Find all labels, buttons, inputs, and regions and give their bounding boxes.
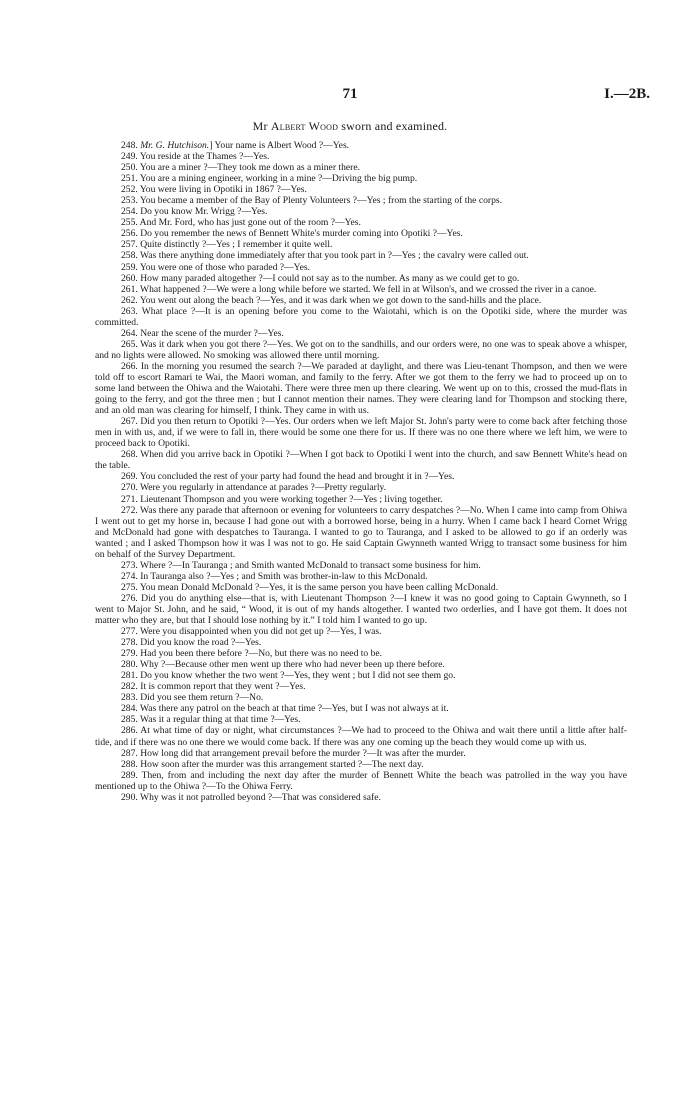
testimony-paragraph: 266. In the morning you resumed the search ?—We paraded at daylight, and there was Lieu-tenant Thompson, and then we were told off to escort Ramari te Wai, the Maori woman, and family to the ferry. After we got them to the ferry we had to proceed up on to some land between the Ohiwa and the Waiotahi. There were three men up there clearing. We went up on to this, crossed the mud-flats in going to the ferry, and got the three men ; but I cannot mention their names. They were clearing land for Thompson and stocking there, and an old man was clearing for himself, I think. They came in with us. [95, 360, 627, 417]
testimony-paragraph: 281. Do you know whether the two went ?—Yes, they went ; but I did not see them go. [121, 670, 456, 682]
testimony-paragraph: 283. Did you see them return ?—No. [121, 692, 264, 704]
testimony-paragraph: 249. You reside at the Thames ?—Yes. [121, 151, 270, 163]
testimony-paragraph: 273. Where ?—In Tauranga ; and Smith wanted McDonald to transact some business for him. [121, 559, 481, 571]
testimony-paragraph: 251. You are a mining engineer, working in a mine ?—Driving the big pump. [121, 173, 418, 185]
testimony-paragraph: 256. Do you remember the news of Bennett White's murder coming into Opotiki ?—Yes. [121, 228, 463, 240]
testimony-paragraph: 288. How soon after the murder was this arrangement started ?—The next day. [121, 758, 424, 770]
testimony-paragraph: 264. Near the scene of the murder ?—Yes. [121, 327, 284, 339]
paragraph-text: ] Your name is Albert Wood ?—Yes. [209, 140, 350, 151]
testimony-paragraph: 280. Why ?—Because other men went up there who had never been up there before. [121, 659, 445, 671]
testimony-paragraph: 285. Was it a regular thing at that time ?—Yes. [121, 714, 301, 726]
testimony-paragraph: 259. You were one of those who paraded ?—Yes. [121, 261, 311, 273]
testimony-paragraph: 253. You became a member of the Bay of Plenty Volunteers ?—Yes ; from the starting of the corps. [121, 195, 503, 207]
testimony-paragraph: 257. Quite distinctly ?—Yes ; I remember it quite well. [121, 239, 333, 251]
testimony-paragraph: 271. Lieutenant Thompson and you were working together ?—Yes ; living together. [121, 493, 443, 505]
testimony-paragraph: 284. Was there any patrol on the beach at that time ?—Yes, but I was not always at it. [121, 703, 449, 715]
testimony-paragraph: 263. What place ?—It is an opening before you come to the Waiotahi, which is on the Opotiki side, where the murder was committed. [95, 305, 627, 328]
testimony-paragraph: 262. You went out along the beach ?—Yes, and it was dark when we got down to the sand-hills and the place. [121, 294, 542, 306]
heading-suffix: sworn and examined. [338, 119, 448, 133]
testimony-paragraph: 279. Had you been there before ?—No, but there was no need to be. [121, 648, 383, 660]
testimony-paragraph: 290. Why was it not patrolled beyond ?—That was considered safe. [121, 791, 381, 803]
testimony-paragraph: 252. You were living in Opotiki in 1867 ?—Yes. [121, 184, 307, 196]
testimony-paragraph: 274. In Tauranga also ?—Yes ; and Smith was brother-in-law to this McDonald. [121, 570, 428, 582]
testimony-paragraph: 267. Did you then return to Opotiki ?—Yes. Our orders when we left Major St. John's party were to come back after fetching those men in with us, and, if we were to fall in, there would be some one there for us. If there was no one there where we left him, we were to proceed back to Opotiki. [95, 416, 627, 450]
testimony-paragraph: 278. Did you know the road ?—Yes. [121, 637, 262, 649]
testimony-paragraph: 261. What happened ?—We were a long while before we started. We fell in at Wilson's, and we crossed the river in a canoe. [121, 283, 597, 295]
testimony-paragraph: 289. Then, from and including the next day after the murder of Bennett White the beach was patrolled in the way you have mentioned up to the Ohiwa ?—To the Ohiwa Ferry. [95, 769, 627, 792]
testimony-paragraph: 269. You concluded the rest of your party had found the head and brought it in ?—Yes. [121, 471, 455, 483]
testimony-paragraph: 276. Did you do anything else—that is, with Lieutenant Thompson ?—I knew it was no good going to Captain Gwynneth, so I went to Major St. John, and he said, “ Wood, it is out of my hands altogether. I wanted two orderlies, and I have got them. It does not matter who they are, but that I should lose nothing by it.” I told him I wanted to go up. [95, 592, 627, 627]
testimony-paragraph: 260. How many paraded altogether ?—I could not say as to the number. As many as we could get to go. [121, 272, 520, 284]
witness-heading [0, 119, 700, 134]
testimony-paragraph: 286. At what time of day or night, what circumstances ?—We had to proceed to the Ohiwa and wait there until a little after half-tide, and if there was no one there we would come back. If there was any one coming up the beach they would come up with us. [95, 725, 627, 748]
witness-name: Albert Wood [270, 119, 339, 133]
testimony-paragraph: 265. Was it dark when you got there ?—Yes. We got on to the sandhills, and our orders were, no one was to speak above a whisper, and no lights were allowed. No smoking was allowed there until morning. [95, 338, 627, 361]
page-number: 71 [342, 86, 358, 102]
heading-prefix: Mr [252, 119, 271, 133]
testimony-paragraph [95, 140, 627, 151]
paper-reference: I.—2B. [604, 86, 650, 102]
testimony-body [95, 140, 627, 803]
testimony-paragraph: 250. You are a miner ?—They took me down as a miner there. [121, 162, 360, 174]
testimony-paragraph: 275. You mean Donald McDonald ?—Yes, it is the same person you have been calling McDonald. [121, 581, 499, 593]
testimony-paragraph: 258. Was there anything done immediately after that you took part in ?—Yes ; the cavalry were called out. [121, 250, 529, 262]
testimony-paragraph: 272. Was there any parade that afternoon or evening for volunteers to carry despatches ?—No. When I came into camp from Ohiwa I went out to get my horse in, because I had gone out with a borrowed horse, being in a hurry. When I came back I heard Cornet Wrigg and McDonald had gone with despatches to Tauranga. I wanted to go to Tauranga, and I asked to be allowed to go if an orderly was wanted ; and I asked Thompson how it was I was not to go. He said Captain Gwynneth wanted Wrigg to transact some business for him on behalf of the Survey Department. [95, 504, 627, 560]
testimony-paragraph: 277. Were you disappointed when you did not get up ?—Yes, I was. [121, 626, 382, 638]
testimony-paragraph-list [95, 151, 627, 803]
testimony-paragraph: 268. When did you arrive back in Opotiki ?—When I got back to Opotiki I went into the church, and saw Bennett White's head on the table. [95, 449, 627, 472]
testimony-paragraph: 282. It is common report that they went ?—Yes. [121, 681, 306, 693]
testimony-paragraph: 270. Were you regularly in attendance at parades ?—Pretty regularly. [121, 482, 387, 494]
testimony-paragraph: 255. And Mr. Ford, who has just gone out of the room ?—Yes. [121, 217, 361, 229]
examiner-name: Mr. G. Hutchison. [140, 140, 210, 151]
testimony-paragraph: 287. How long did that arrangement prevail before the murder ?—It was after the murder. [121, 747, 466, 759]
testimony-paragraph: 254. Do you know Mr. Wrigg ?—Yes. [121, 206, 268, 218]
question-number: 248. [121, 140, 141, 151]
